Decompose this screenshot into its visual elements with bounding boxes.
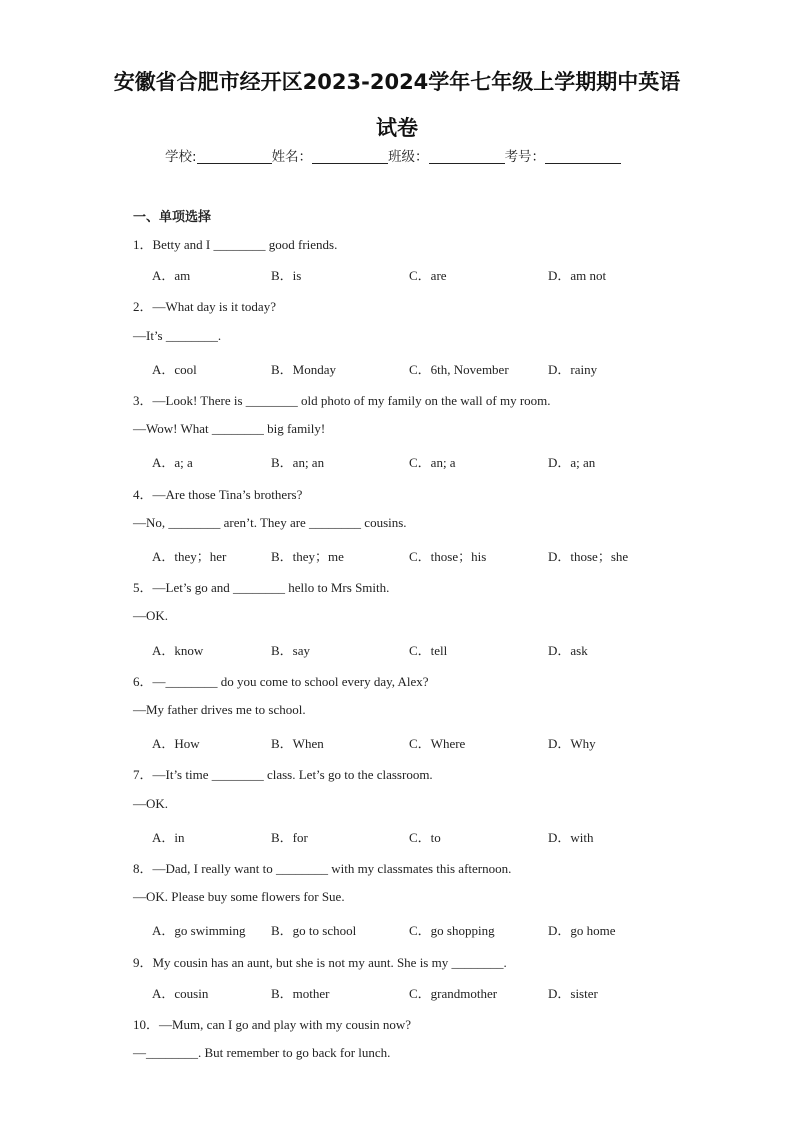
exam-number-blank[interactable] <box>545 149 621 164</box>
question-dialogue-line: —OK. <box>133 796 169 811</box>
answer-option[interactable]: C．Where <box>409 736 466 751</box>
question-dialogue-line: —It’s ________. <box>133 328 222 343</box>
answer-option[interactable]: A．in <box>152 830 185 845</box>
answer-option[interactable]: C．an; a <box>409 455 456 470</box>
section-heading: 一、单项选择 <box>133 210 212 225</box>
answer-option[interactable]: A．go swimming <box>152 923 246 938</box>
answer-option[interactable]: B．an; an <box>271 455 325 470</box>
question-dialogue-line: —No, ________ aren’t. They are ________ cousins. <box>133 515 407 530</box>
question-stem: 6．—________ do you come to school every day, Alex? <box>133 674 429 689</box>
question-stem: 9．My cousin has an aunt, but she is not my aunt. She is my ________. <box>133 955 507 970</box>
answer-option[interactable]: B．Monday <box>271 362 337 377</box>
question-stem: 7．—It’s time ________ class. Let’s go to the classroom. <box>133 767 433 782</box>
name-label: 姓名： <box>271 149 313 165</box>
exam-number-label: 考号： <box>504 149 546 165</box>
student-info-row <box>165 145 621 165</box>
question-stem: 3．—Look! There is ________ old photo of my family on the wall of my room. <box>133 393 551 408</box>
answer-option[interactable]: A．cool <box>152 362 197 377</box>
question-dialogue-line: —________. But remember to go back for lunch. <box>133 1045 391 1060</box>
answer-option[interactable]: A．How <box>152 736 200 751</box>
answer-option[interactable]: D．a; an <box>548 455 596 470</box>
question-stem: 5．—Let’s go and ________ hello to Mrs Smith. <box>133 580 390 595</box>
answer-option[interactable]: C．are <box>409 268 447 283</box>
answer-option[interactable]: A．am <box>152 268 191 283</box>
question-stem: 4．—Are those Tina’s brothers? <box>133 487 303 502</box>
answer-option[interactable]: D．those；she <box>548 549 629 564</box>
answer-option[interactable]: D．sister <box>548 986 598 1001</box>
answer-option[interactable]: C．6th, November <box>409 362 509 377</box>
answer-option[interactable]: B．mother <box>271 986 330 1001</box>
answer-option[interactable]: B．say <box>271 643 311 658</box>
class-blank[interactable] <box>429 149 505 164</box>
answer-option[interactable]: B．they；me <box>271 549 344 564</box>
answer-option[interactable]: A．cousin <box>152 986 209 1001</box>
answer-option[interactable]: B．go to school <box>271 923 357 938</box>
answer-option[interactable]: A．a; a <box>152 455 193 470</box>
name-blank[interactable] <box>312 149 388 164</box>
question-dialogue-line: —My father drives me to school. <box>133 702 306 717</box>
answer-option[interactable]: A．know <box>152 643 204 658</box>
answer-option[interactable]: C．grandmother <box>409 986 498 1001</box>
answer-option[interactable]: D．Why <box>548 736 596 751</box>
question-stem: 10．—Mum, can I go and play with my cousin now? <box>133 1017 412 1032</box>
school-blank[interactable] <box>197 149 272 164</box>
answer-option[interactable]: D．with <box>548 830 594 845</box>
answer-option[interactable]: D．ask <box>548 643 588 658</box>
answer-option[interactable]: D．go home <box>548 923 616 938</box>
question-stem: 1．Betty and I ________ good friends. <box>133 237 338 252</box>
question-dialogue-line: —OK. <box>133 608 169 623</box>
answer-option[interactable]: C．go shopping <box>409 923 495 938</box>
question-stem: 2．—What day is it today? <box>133 299 276 314</box>
question-dialogue-line: —Wow! What ________ big family! <box>133 421 326 436</box>
school-label: 学校: <box>165 149 197 165</box>
exam-title: 安徽省合肥市经开区2023-2024学年七年级上学期期中英语 <box>113 70 681 94</box>
question-dialogue-line: —OK. Please buy some flowers for Sue. <box>133 889 345 904</box>
answer-option[interactable]: C．tell <box>409 643 448 658</box>
answer-option[interactable]: C．to <box>409 830 441 845</box>
answer-option[interactable]: A．they；her <box>152 549 227 564</box>
class-label: 班级： <box>388 149 429 165</box>
answer-option[interactable]: B．is <box>271 268 302 283</box>
answer-option[interactable]: C．those；his <box>409 549 487 564</box>
answer-option[interactable]: D．am not <box>548 268 607 283</box>
question-stem: 8．—Dad, I really want to ________ with my classmates this afternoon. <box>133 861 512 876</box>
answer-option[interactable]: D．rainy <box>548 362 598 377</box>
answer-option[interactable]: B．for <box>271 830 308 845</box>
answer-option[interactable]: B．When <box>271 736 324 751</box>
exam-title-continued: 试卷 <box>376 116 418 140</box>
